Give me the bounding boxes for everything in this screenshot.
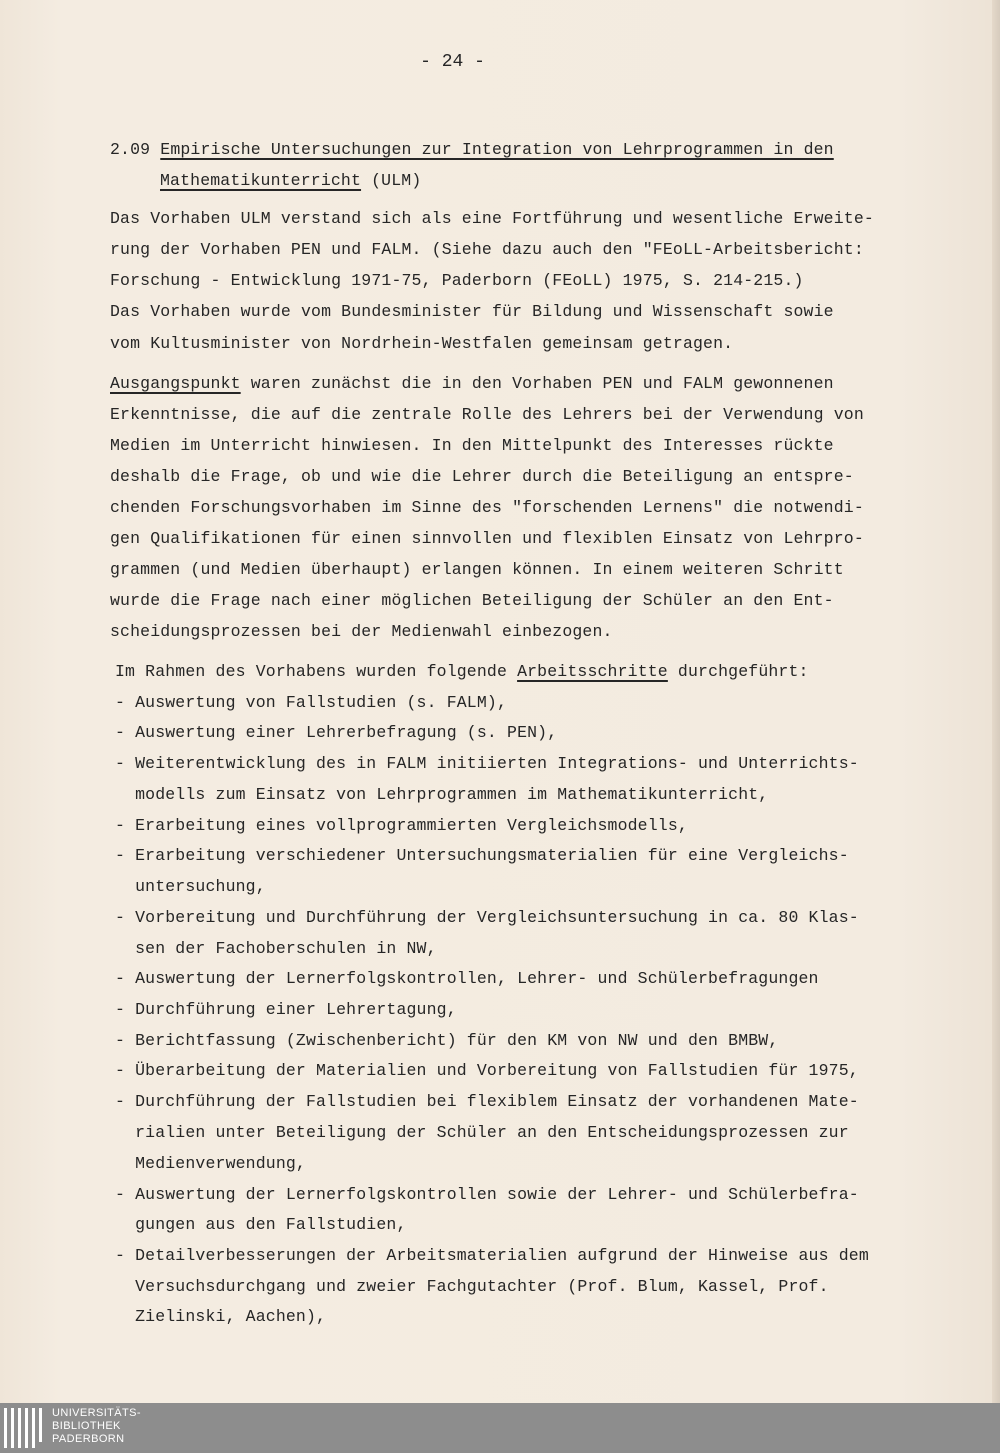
step-line: - Auswertung der Lernerfolgskontrollen, Lehrer- und Schülerbefragungen — [115, 969, 819, 988]
step-line: Medienverwendung, — [115, 1154, 306, 1173]
section-abbrev: (ULM) — [371, 171, 422, 190]
ausgang-line: gen Qualifikationen für einen sinnvollen und flexiblen Einsatz von Lehrpro- — [110, 529, 864, 548]
arbeitsschritte-keyword: Arbeitsschritte — [517, 662, 668, 681]
section-heading-line-1 — [110, 139, 834, 161]
section-number: 2.09 — [110, 140, 151, 159]
library-footer — [0, 1403, 1000, 1453]
ausgang-line: scheidungsprozessen bei der Medienwahl einbezogen. — [110, 622, 613, 641]
section-heading-line-2 — [160, 170, 421, 192]
step-line: Zielinski, Aachen), — [115, 1307, 327, 1326]
library-name-line: BIBLIOTHEK — [52, 1420, 121, 1432]
step-line: - Detailverbesserungen der Arbeitsmaterialien aufgrund der Hinweise aus dem — [115, 1246, 869, 1265]
step-line: - Erarbeitung verschiedener Untersuchungsmaterialien für eine Vergleichs- — [115, 846, 849, 865]
step-line: - Vorbereitung und Durchführung der Vergleichsuntersuchung in ca. 80 Klas- — [115, 908, 859, 927]
ausgang-line: grammen (und Medien überhaupt) erlangen können. In einem weiteren Schritt — [110, 560, 844, 579]
ausgang-line: Erkenntnisse, die auf die zentrale Rolle des Lehrers bei der Verwendung von — [110, 405, 864, 424]
step-line: modells zum Einsatz von Lehrprogrammen im Mathematikunterricht, — [115, 785, 769, 804]
section-title-part-1: Empirische Untersuchungen zur Integration von Lehrprogrammen in den — [160, 140, 834, 159]
intro-line: rung der Vorhaben PEN und FALM. (Siehe dazu auch den "FEoLL-Arbeitsbericht: — [110, 240, 864, 259]
ausgangspunkt-keyword: Ausgangspunkt — [110, 374, 241, 393]
arbeit-intro-line — [115, 661, 809, 683]
step-line: - Auswertung der Lernerfolgskontrollen sowie der Lehrer- und Schülerbefra- — [115, 1185, 859, 1204]
step-line: untersuchung, — [115, 877, 266, 896]
intro-line: Forschung - Entwicklung 1971-75, Paderborn (FEoLL) 1975, S. 214-215.) — [110, 271, 804, 290]
ausgang-line-first — [110, 373, 834, 395]
section-title-part-2: Mathematikunterricht — [160, 171, 362, 190]
ausgang-first-rest: waren zunächst die in den Vorhaben PEN und FALM gewonnenen — [240, 374, 834, 393]
step-line: - Auswertung einer Lehrerbefragung (s. PEN), — [115, 723, 558, 742]
ausgang-line: chenden Forschungsvorhaben im Sinne des "forschenden Lernens" die notwendi- — [110, 498, 864, 517]
intro-line: Das Vorhaben ULM verstand sich als eine Fortführung und wesentliche Erweite- — [110, 209, 874, 228]
library-name-line: PADERBORN — [52, 1433, 125, 1445]
page-number: - 24 - — [420, 52, 485, 72]
library-name-line: UNIVERSITÄTS- — [52, 1407, 141, 1419]
step-line: - Auswertung von Fallstudien (s. FALM), — [115, 693, 508, 712]
step-line: gungen aus den Fallstudien, — [115, 1215, 407, 1234]
arbeit-prefix: Im Rahmen des Vorhabens wurden folgende — [115, 662, 518, 681]
step-line: - Berichtfassung (Zwischenbericht) für den KM von NW und den BMBW, — [115, 1031, 779, 1050]
arbeit-suffix: durchgeführt: — [667, 662, 809, 681]
ausgang-line: deshalb die Frage, ob und wie die Lehrer durch die Beteiligung an entspre- — [110, 467, 854, 486]
step-line: - Überarbeitung der Materialien und Vorbereitung von Fallstudien für 1975, — [115, 1061, 859, 1080]
page-edge-shadow — [992, 0, 1000, 1403]
library-logo-icon — [4, 1408, 46, 1448]
step-line: - Weiterentwicklung des in FALM initiierten Integrations- und Unterrichts- — [115, 754, 859, 773]
step-line: - Durchführung einer Lehrertagung, — [115, 1000, 457, 1019]
step-line: sen der Fachoberschulen in NW, — [115, 939, 437, 958]
library-name — [52, 1407, 141, 1446]
intro-line: vom Kultusminister von Nordrhein-Westfalen gemeinsam getragen. — [110, 334, 734, 353]
step-line: Versuchsdurchgang und zweier Fachgutachter (Prof. Blum, Kassel, Prof. — [115, 1277, 829, 1296]
ausgang-line: wurde die Frage nach einer möglichen Beteiligung der Schüler an den Ent- — [110, 591, 834, 610]
ausgang-line: Medien im Unterricht hinwiesen. In den Mittelpunkt des Interesses rückte — [110, 436, 834, 455]
intro-line: Das Vorhaben wurde vom Bundesminister für Bildung und Wissenschaft sowie — [110, 302, 834, 321]
step-line: rialien unter Beteiligung der Schüler an den Entscheidungsprozessen zur — [115, 1123, 849, 1142]
step-line: - Durchführung der Fallstudien bei flexiblem Einsatz der vorhandenen Mate- — [115, 1092, 859, 1111]
step-line: - Erarbeitung eines vollprogrammierten Vergleichsmodells, — [115, 816, 688, 835]
